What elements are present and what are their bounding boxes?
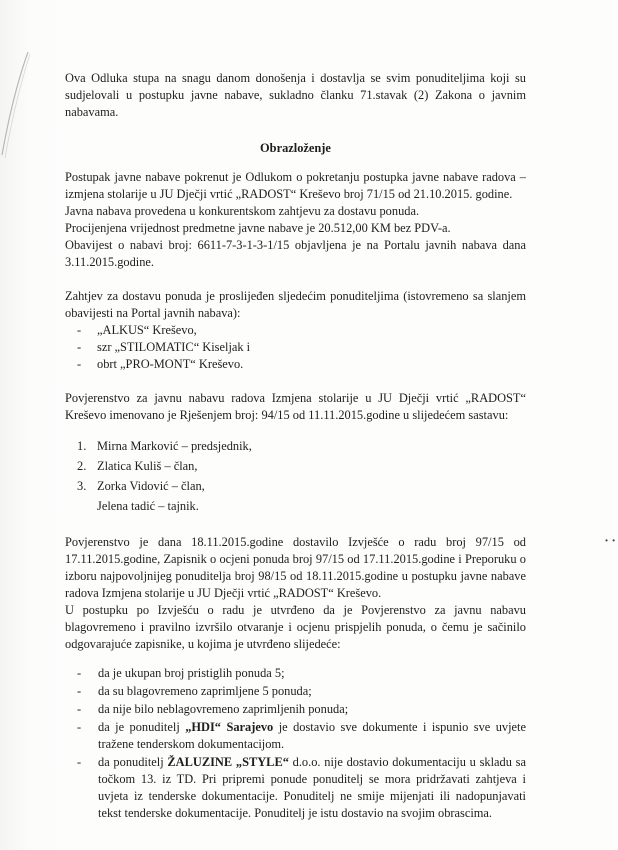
page-crease-mark [0,50,40,160]
list-item: 1. Mirna Marković – predsjednik, [77,439,252,453]
list-item: - da nije bilo neblagovremeno zaprimljenih ponuda; [65,701,526,718]
paragraph-estimated-value: Procijenjena vrijednost predmetne javne nabave je 20.512,00 KM bez PDV-a. [65,221,451,235]
section-title: Obrazloženje [260,141,331,155]
paragraph-report: Povjerenstvo je dana 18.11.2015.godine dostavilo Izvješće o radu broj 97/15 od 17.11.2015.godine, Zapisnik o ocjeni ponuda broj 97/15 od 17.11.2015.godine i Preporuku o izboru najpovoljnijeg ponuditelja broj 98/15 od 18.11.2015.godine u postupku javne nabave radova Izmjena stolarije u JU Dječji vrtić „RADOST“ Kreševo. [65,535,526,600]
paragraph-procurement-type: Javna nabava provedena u konkurentskom zahtjevu za dostavu ponuda. [65,204,420,218]
list-item: - „ALKUS“ Kreševo, [65,322,526,339]
list-item: Jelena tadić – tajnik. [97,499,199,513]
list-item: - da ponuditelj ŽALUZINE „STYLE“ d.o.o. nije dostavio dokumentaciju u skladu sa točkom 13. iz TD. Pri pripremi ponude ponuditelj se mora pridržavati zahtjeva i uvjeta iz tenderske dokumentacije. Ponuditelj ne smije mijenjati ili nadopunjavati tekst tenderske dokumentacije. Ponuditelj je istu dostavio na svojim obrascima. [65,754,526,822]
paragraph-request: Zahtjev za dostavu ponuda je proslijeđen sljedećim ponuditeljima (istovremeno sa slanjem obavijesti na Portal javnih nabava): [65,289,526,320]
list-item: 2. Zlatica Kuliš – član, [77,459,198,473]
margin-mark: • • [605,536,616,545]
list-item: - da je ukupan broj pristiglih ponuda 5; [65,665,526,682]
bidders-list [65,322,526,373]
paragraph-procedure: Postupak javne nabave pokrenut je Odlukom o pokretanju postupka javne nabave radova – izmjena stolarije u JU Dječji vrtić „RADOST“ Kreševo broj 71/15 od 21.10.2015. godine. [65,170,526,201]
list-item: - obrt „PRO-MONT“ Kreševo. [65,356,526,373]
list-item: - szr „STILOMATIC“ Kiseljak i [65,339,526,356]
committee-list [65,438,526,515]
paragraph-notice: Obavijest o nabavi broj: 6611-7-3-1-3-1/15 objavljena je na Portalu javnih nabava dana 3.11.2015.godine. [65,238,526,269]
paragraph-findings-intro: U postupku po Izvješću o radu je utvrđeno da je Povjerenstvo za javnu nabavu blagovremeno i pravilno izvršilo otvaranje i ocjenu prispjelih ponuda, o čemu je sačinilo odgovarajuće zapisnike, u kojima je utvrđeno slijedeće: [65,603,526,651]
list-item: - da su blagovremeno zaprimljene 5 ponuda; [65,683,526,700]
list-item: 3. Zorka Vidović – član, [77,479,205,493]
paragraph-entry-into-force: Ova Odluka stupa na snagu danom donošenja i dostavlja se svim ponuditeljima koji su sudjelovali u postupku javne nabave, sukladno članku 71.stavak (2) Zakona o javnim nabavama. [65,71,526,119]
paragraph-committee: Povjerenstvo za javnu nabavu radova Izmjena stolarije u JU Dječji vrtić „RADOST“ Kreševo imenovano je Rješenjem broj: 94/15 od 11.11.2015.godine u slijedećem sastavu: [65,391,526,422]
document-body [65,70,526,823]
list-item: - da je ponuditelj „HDI“ Sarajevo je dostavio sve dokumente i ispunio sve uvjete tražene tenderskom dokumentacijom. [65,719,526,753]
findings-list [65,665,526,822]
